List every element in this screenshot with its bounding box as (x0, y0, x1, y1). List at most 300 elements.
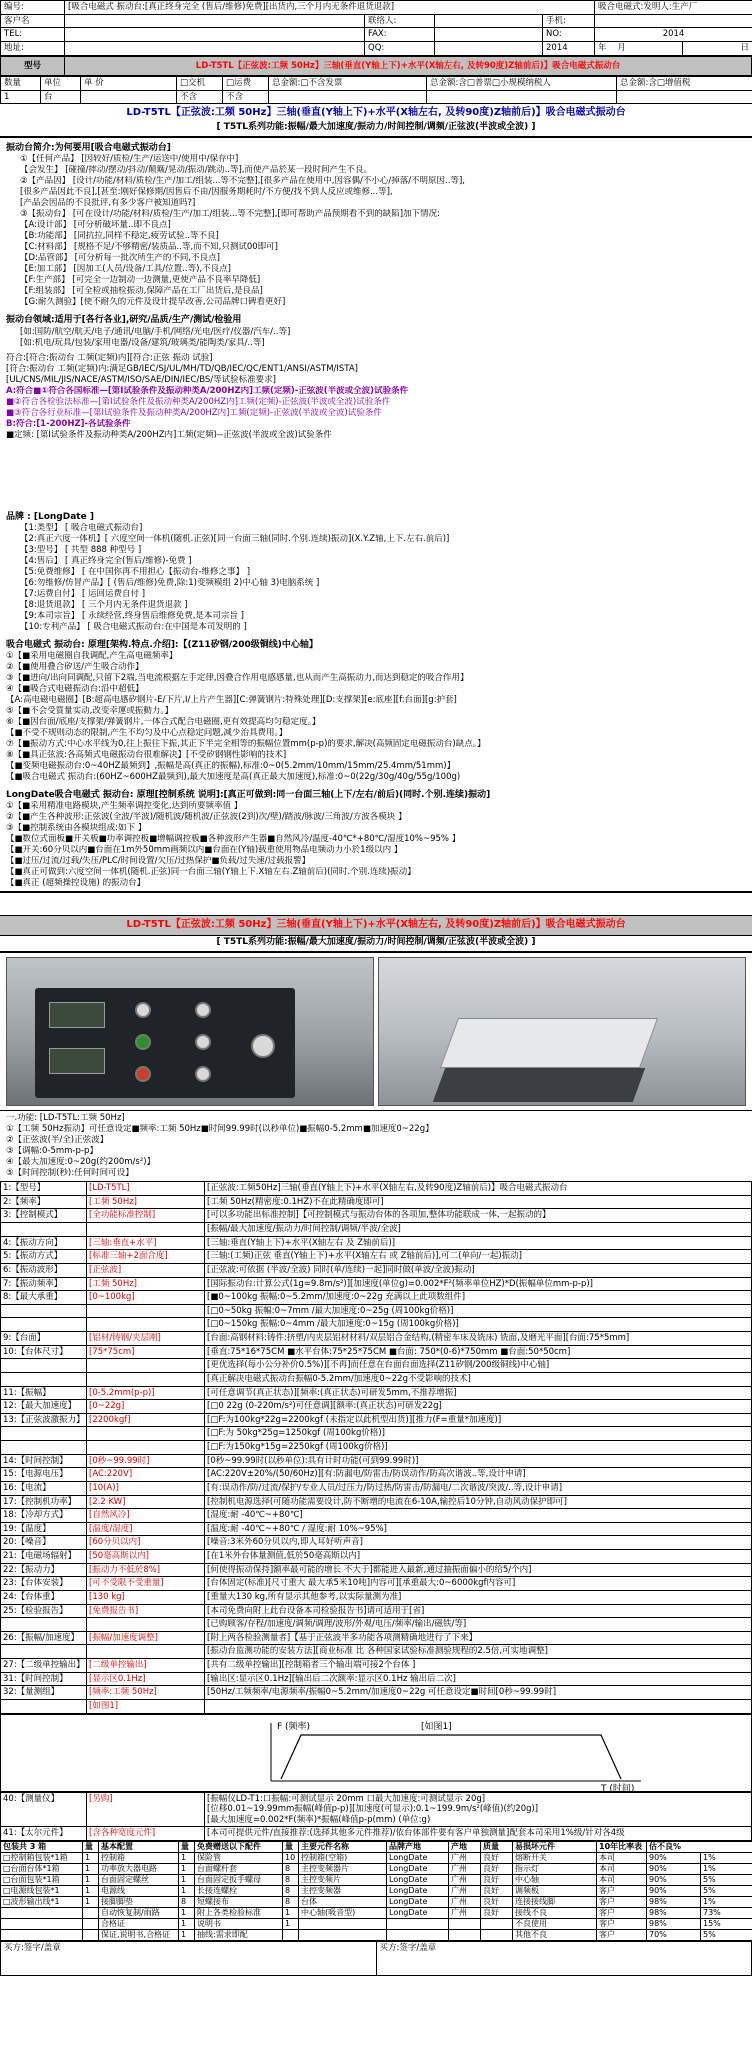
spec-value: [可不受限不受重量] (87, 1577, 205, 1591)
spec-value: [正弦波] (87, 1263, 205, 1277)
packing-header: 产地 (449, 1842, 481, 1853)
packing-cell: 本司 (597, 1864, 647, 1875)
control-line: 【■开关:60分贝以内■台面在1m外50mm画频以内■台面在(Y轴)载重使用物品电频动力小於1级以内 】 (6, 845, 403, 856)
standards-section (0, 351, 752, 443)
spec-row (1, 1263, 752, 1277)
spec-row (1, 1413, 752, 1427)
domain-line: [如:国防/航空/航天/电子/通讯/电脑/手机/网络/光电/医疗/仪器/汽车/..等] (20, 326, 291, 337)
packing-cell: 良好 (481, 1864, 513, 1875)
packing-cell (1, 1930, 83, 1941)
brand-line: 【10:专利产品】 [ 吸合电磁式振动台:在中国是本司发明的 ] (20, 621, 247, 632)
principle-line: 【A:高电磁电磁圈】[B:超高电感矽钢片-E/下片,I/上片产生器][C:弹簧钢片:特殊处理][D:支撑架][e:底座][f:台面][g:护套] (6, 695, 457, 706)
packing-cell: □波形输出线*1 (1, 1897, 83, 1908)
spec-detail: [湿度:耐 -40℃~+80℃] (205, 1509, 752, 1523)
packing-cell: 主控变频器片 (299, 1864, 387, 1875)
order-col-header: 单位 (41, 77, 81, 91)
packing-cell: 接脚脚垫 (99, 1897, 179, 1908)
order-col-value[interactable] (269, 90, 427, 104)
spec-item: 6:【振动波形】 (1, 1263, 87, 1277)
control-line: 【■真正 (超频操控设施) 的振动台】 (6, 878, 146, 889)
spec-row (1, 1509, 752, 1523)
principle-line: ③【■进向/出向同调配,只留下2端,当电流根据左手定律,因叠合作用电感感量,也从而产生高振动力,而达到稳定的吸合作用】 (6, 673, 469, 684)
spec-item (1, 1618, 87, 1632)
spec-detail: [控制机电源选择(可随功能需要设计,防不断增的电流在6-10A,输控后10分钟,自动风动保护即可] (205, 1495, 752, 1509)
spec-value: [免费报告书] (87, 1604, 205, 1618)
freq-time-svg (1, 1715, 751, 1791)
packing-header: 包装共 3 箱 (1, 1842, 83, 1853)
packing-row (1, 1930, 752, 1941)
header-label: 吸合电磁式:发明人:生产厂 (595, 1, 752, 15)
packing-cell: □台面包装*1箱 (1, 1875, 83, 1886)
profile-line (281, 1735, 621, 1779)
spec-detail: [噪音:3米外60分贝以内,即人耳好听声音] (205, 1536, 752, 1550)
packing-cell: 1 (179, 1930, 195, 1941)
function-line: ②【正弦波(半/全)正弦波】 (6, 1135, 109, 1146)
packing-cell: 1 (83, 1864, 99, 1875)
address-field[interactable] (65, 41, 365, 55)
packing-cell: 98% (647, 1919, 701, 1930)
spec-detail: [台体固定(标准)[尺寸重大 最大承5米10吨]内容可][承重最大:0~6000kgf内容可] (205, 1577, 752, 1591)
spec-detail: [正弦波:工频50Hz]三轴(垂直(Y轴上下)+水平(X轴左右,及转90度)Z轴前后)】吸合电磁式振动台 (205, 1182, 752, 1196)
tel-field[interactable] (65, 28, 365, 42)
spec-item: 3:【控制模式】 (1, 1209, 87, 1223)
packing-cell: 8 (283, 1864, 299, 1875)
spec-item (1, 1427, 87, 1441)
standard-a-line: ■②符合各检验法标准—[第Ⅰ试验条件及振动种类A/200HZ内]工频(定频)-正弦波(半波或全波)试验条件 (6, 396, 391, 407)
packing-cell: 调频板 (513, 1886, 597, 1897)
packing-header: 基本配置 (99, 1842, 179, 1853)
spec-value (87, 1441, 205, 1455)
packing-cell: 8 (179, 1897, 195, 1908)
spec-value: [铝材/铸钢/夹层刚] (87, 1332, 205, 1346)
order-col-header: 数量 (1, 77, 41, 91)
spec-detail: [工频 50Hz(精密度:0.1HZ)不在此精确度即可] (205, 1195, 752, 1209)
spec-detail: [□0~150kg 振幅:0~4mm /最大加速度:0~15g (周100kg价格)] (205, 1318, 752, 1332)
control-section (0, 785, 752, 893)
header-label: 客户名 (1, 14, 65, 28)
spec-value (87, 1359, 205, 1373)
brand-line: 【1:类型】 [ 吸合电磁式振动台] (20, 522, 143, 533)
header-label: TEL: (1, 28, 65, 42)
spec-row (1, 1536, 752, 1550)
spec-row (1, 1659, 752, 1673)
spec-row (1, 1250, 752, 1264)
spec-row (1, 1495, 752, 1509)
spec-value: [温度/湿度] (87, 1522, 205, 1536)
packing-cell: LongDate (387, 1875, 449, 1886)
order-col-header: 总金额:□不含发票 (269, 77, 427, 91)
standard-a-line: ■③符合各行业标准—[第Ⅰ试验条件及振动种类A/200HZ内]工频(定频)-正弦波(半波或全波)试验条件 (6, 407, 382, 418)
function-line: ⑤【时间控制(秒):任何时间可设】 (6, 1168, 134, 1179)
brand-heading: 品牌 : [LongDate ] (6, 511, 94, 522)
measure-line: [振幅仪LD-T1:口振幅:可测试显示 20mm 口最大加速度:可测试显示 20g] (207, 1793, 486, 1804)
packing-cell: 10 (283, 1853, 299, 1864)
packing-cell: 1 (179, 1886, 195, 1897)
packing-cell: 不良使用 (513, 1919, 597, 1930)
packing-row (1, 1919, 752, 1930)
control-line: ③【■控制系统由各模块组成:如下 】 (6, 823, 147, 834)
control-line: 【■真正可做到:六度空间一体机(随机.正弦)同一台面三轴(Y轴上下.X轴左右.Z轴前后)(同时.个别.连续)振动】 (6, 867, 416, 878)
parts-label: 41:【太尔元件】 (1, 1827, 87, 1841)
principle-line: ①【■采用电磁圈自我调配,产生高电磁频率】 (6, 651, 178, 662)
intro-line: 【F:组装部】 [可全检或抽检振动,保障产品在工厂出货后,是良品] (20, 286, 263, 297)
principle-section (0, 635, 752, 785)
packing-cell: 良好 (481, 1875, 513, 1886)
spec-item (1, 1699, 87, 1713)
intro-line: ②【产品因】 [设计/功能/材料/质检/生产/加工/组装...等不完整],[很多产品在使用中,因容偶/不小心/掉落/不明原因..等], (20, 176, 465, 187)
spec-row (1, 1223, 752, 1237)
order-col-value[interactable] (617, 90, 752, 104)
packing-cell: 主控变频器 (299, 1886, 387, 1897)
spec-value: [振幅/加速度调整] (87, 1631, 205, 1645)
date-parts (595, 41, 683, 55)
packing-cell: 熔断开关 (513, 1853, 597, 1864)
packing-cell: 1 (179, 1864, 195, 1875)
product-photos (0, 953, 752, 1111)
packing-cell (83, 1908, 99, 1919)
packing-cell: 广州 (449, 1897, 481, 1908)
packing-cell: LongDate (387, 1908, 449, 1919)
packing-cell: 短螺接布 (195, 1897, 283, 1908)
packing-cell: 90% (647, 1886, 701, 1897)
packing-cell: □电源线包装*1 (1, 1886, 83, 1897)
packing-cell: 说明书 (195, 1919, 283, 1930)
spec-item: 19:【温度】 (1, 1522, 87, 1536)
spec-value: [工频 50Hz] (87, 1195, 205, 1209)
function-line: ③【调幅:0-5mm-p-p】 (6, 1146, 98, 1157)
spec-item: 20:【噪音】 (1, 1536, 87, 1550)
packing-cell (449, 1930, 481, 1941)
packing-header: 易损坏元件 (513, 1842, 597, 1853)
packing-cell: 客户 (597, 1919, 647, 1930)
packing-cell: 广州 (449, 1875, 481, 1886)
spec-value: [2200kgf] (87, 1413, 205, 1427)
spec-value: [75*75cm] (87, 1345, 205, 1359)
packing-header: 主要元件名称 (299, 1842, 387, 1853)
principle-line: ②【■使用叠合矽送/产生吸合动作】 (6, 662, 144, 673)
packing-cell: 台面螺杆套 (195, 1864, 283, 1875)
buyer-signature[interactable]: 买方:签字/盖章 (1, 1942, 377, 1976)
packing-cell: 抽线:需求即配 (195, 1930, 283, 1941)
principle-line: 【■吸合电磁式 振动台:(60HZ~600HZ最频到),最大加速度是高(真正最大加速度),标准:0~0(22g/30g/40g/55g/100g) (6, 772, 461, 783)
packing-cell: 广州 (449, 1886, 481, 1897)
order-col-value[interactable] (81, 90, 177, 104)
no-value: 2014 (595, 28, 752, 42)
spec-item (1, 1359, 87, 1373)
packing-cell: 客户 (597, 1886, 647, 1897)
spec-value: [AC:220V] (87, 1468, 205, 1482)
packing-cell (283, 1930, 299, 1941)
packing-cell: 中心轴(吸音型) (299, 1908, 387, 1919)
model-table (0, 56, 752, 77)
spec-value: [130 kg] (87, 1590, 205, 1604)
intro-line: 【A:设计部】 [可分析破坏量..即不良点] (20, 220, 171, 231)
control-panel-image (35, 988, 295, 1098)
order-col-value[interactable]: 不含 (223, 90, 269, 104)
order-col-value[interactable]: 不含 (177, 90, 223, 104)
principle-heading: 吸合电磁式 振动台: 原理[架构.特点.介绍]:【(Z11矽钢/200级铜线)中心轴】 (6, 639, 318, 650)
header-label: 地址: (1, 41, 65, 55)
frequency-time-diagram (0, 1714, 752, 1792)
packing-cell: 5% (701, 1886, 752, 1897)
spec-value (87, 1427, 205, 1441)
spec-item: 7:【振动频率】 (1, 1277, 87, 1291)
banner2-title: LD-T5TL【正弦波:工频 50Hz】三轴(垂直(Y轴上下)+水平(X轴左右, 及转90度)Z轴前后)】吸合电磁式振动台 (0, 915, 752, 936)
spec-detail: [共有二级单控输出][控制箱者三个输出端可接2个台体 ] (205, 1659, 752, 1673)
intro-line: ③【振动台】 [可在设计/功能/材料/质检/生产/加工/组装...等不完整],[即可帮助产品预期看不到的缺陷]加下情况: (20, 209, 440, 220)
spec-detail (205, 1699, 752, 1713)
measure-line: [最大加速度=0.002*F(频率)*振幅(峰值p-p(mm) (单位:g) (207, 1814, 431, 1825)
year-label: 年 (598, 42, 607, 53)
spec-row (1, 1372, 752, 1386)
spec-value: [工频 50Hz] (87, 1277, 205, 1291)
spec-detail: [本司免费向附上此台设备本司检验报告书]请可适用于[省] (205, 1604, 752, 1618)
spec-value: [0~100kg] (87, 1291, 205, 1305)
order-col-header: 单 价 (81, 77, 177, 91)
spec-detail: [何使得振动保持]额率最可能的增长 不大于]都能进入最新,通过抽振面偏小的给5/个内] (205, 1563, 752, 1577)
spec-row (1, 1618, 752, 1632)
parts-desc: [本司可提供元件/直接推荐:(选择其他多元件推荐)/依台体部件要有客户单独测量]配套本司采用1%级/针对各4级 (205, 1827, 752, 1841)
packing-cell: 台面固定扳手螺母 (195, 1875, 283, 1886)
standard-line: [UL/CNS/MIL/JIS/NACE/ASTM/ISO/SAE/DIN/IEC/BS/等试验标准要求] (6, 374, 276, 385)
packing-cell (481, 1919, 513, 1930)
spec-row (1, 1454, 752, 1468)
spec-row (1, 1686, 752, 1700)
spec-detail: [真正解决电磁式振动台振幅0-5.2mm/加速度0~22g不受影响的技术] (205, 1372, 752, 1386)
spec-row (1, 1522, 752, 1536)
spec-value (87, 1372, 205, 1386)
packing-cell: 长接连螺栓 (195, 1886, 283, 1897)
packing-cell: 合格证 (99, 1919, 179, 1930)
spec-value: [60分贝以内] (87, 1536, 205, 1550)
packing-cell: 73% (701, 1908, 752, 1919)
spec-detail: [附上两各检验测量者]【基于正弦波半多功能各项测精确地进行了下来】 (205, 1631, 752, 1645)
spec-detail: [三轴:(工频)正弦 垂直(Y轴上下)+水平(X轴左右 或 Z轴前后)],可二(单向/一起)振动] (205, 1250, 752, 1264)
spec-value (87, 1618, 205, 1632)
customer-field[interactable] (65, 14, 365, 28)
packing-header: 估不良% (647, 1842, 752, 1853)
std-a-heading: A:符合■①符合各国标准—[第Ⅰ试验条件及振动种类A/200HZ内]工频(定频)-正弦波(半波或全波)试验条件 (6, 385, 409, 396)
spec-item: 5:【振动方式】 (1, 1250, 87, 1264)
packing-cell: 保险管 (195, 1853, 283, 1864)
spec-row (1, 1209, 752, 1223)
spec-row (1, 1291, 752, 1305)
packing-cell: 70% (647, 1930, 701, 1941)
table-photo (378, 957, 746, 1106)
doc-title: LD-T5TL【正弦波:工频 50Hz】三轴(垂直(Y轴上下)+水平(X轴左右, 及转90度)Z轴前后)】吸合电磁式振动台 (126, 107, 626, 119)
spec-row (1, 1427, 752, 1441)
order-col-value[interactable] (427, 90, 617, 104)
packing-cell: 台面固定螺丝 (99, 1875, 179, 1886)
packing-header: 免费赠送以下配件 (195, 1842, 283, 1853)
spec-item: 18:【冷却方式】 (1, 1509, 87, 1523)
packing-cell: 主控变频片 (299, 1875, 387, 1886)
principle-line: ⑥【■因台面/底座/支撑架/弹簧钢片,一体合式配合电磁圈,更有效提高均匀稳定度。】 (6, 717, 321, 728)
packing-header: 质量 (481, 1842, 513, 1853)
fax-field[interactable] (435, 28, 543, 42)
packing-cell: 指示灯 (513, 1864, 597, 1875)
order-col-value[interactable]: 1 (1, 90, 41, 104)
spec-value (87, 1223, 205, 1237)
brand-line: 【4:售后】 [ 真正终身完全(售后/维修)-免费 ] (20, 555, 192, 566)
packing-cell: LongDate (387, 1886, 449, 1897)
header-label: 联络人: (365, 14, 435, 28)
spec-detail: [台面:高钢材料:铸件:挤塑/内夹层铝材材料/双层铝合金结构,(精密车床及铣床) 铣面,及磨光平面][台面:75*5mm] (205, 1332, 752, 1346)
spec-item: 21:【电磁场辐射】 (1, 1550, 87, 1564)
axis-f-label: F (频率) (277, 1721, 311, 1732)
seller-signature[interactable]: 买方:签字/盖章 (376, 1942, 752, 1976)
packing-cell (83, 1919, 99, 1930)
packing-cell: LongDate (387, 1864, 449, 1875)
spec-detail: [□F:为150kg*15g=2250kgf (周100kg价格)] (205, 1441, 752, 1455)
banner2-subtitle: [ T5TL系列功能:振幅/最大加速度/振动力/时间控制/调频/正弦波(半波或全波) ] (0, 936, 752, 953)
spec-item: 9:【台面】 (1, 1332, 87, 1346)
spec-value: [如图1] (87, 1699, 205, 1713)
function-line: 一.功能: [LD-T5TL:工频 50Hz] (6, 1113, 125, 1124)
principle-line: ④【■吸合式电磁振动台:沿中超低】 (6, 684, 144, 695)
measure-label: 40:【测量仪】 (1, 1792, 87, 1827)
spec-row (1, 1195, 752, 1209)
order-col-value[interactable]: 台 (41, 90, 81, 104)
principle-line: ⑧【■具正弦波:各高频式电磁振动台很难解决】[不受矽钢钢性影响的技术] (6, 750, 287, 761)
packing-cell: 90% (647, 1853, 701, 1864)
brand-line: 【7:运费自付】 [ 运回运费自付 ] (20, 588, 146, 599)
packing-cell: 98% (647, 1897, 701, 1908)
spec-value: [三轴:垂直+水平] (87, 1236, 205, 1250)
spec-table (0, 1181, 752, 1713)
intro-line: [很多产品因此不良],[甚至:刚好保修期/因售后不由/因服务期耗时/不方便/找不到人反应或维修...等], (20, 187, 393, 198)
intro-line: 【会发生】 [碰撞/摔动/摆动/抖动/颠簸/晃动/振动/跳动..等],而使产品於某一段时间产生不良。 (20, 165, 372, 176)
spec-detail: [已购顾客/存程/加速度/调频/调理/波形/外观/电压/频率/输出/磁铁/等] (205, 1618, 752, 1632)
intro-line: [产品会因品的不良批评,有多少客户被知道吗?] (20, 198, 196, 209)
function-line: ④【最大加速度:0~20g(约200m/s²)】 (6, 1157, 156, 1168)
spec-value: [振动力不低於8%] (87, 1563, 205, 1577)
principle-line: 【■不受不规则动态的限制,产生不均匀及中心点稳定问题,减少治具费用。】 (6, 728, 288, 739)
packing-cell: 控制箱(空箱) (299, 1853, 387, 1864)
spec-detail: [国际振动台:计算公式(1g=9.8m/s²)][加速度(单位g)=0.002*F²(频率单位HZ)*D(振幅单位mm-p-p)] (205, 1277, 752, 1291)
spec-row (1, 1645, 752, 1659)
spec-detail: [更优选择(每小公分补价0.5%)][不再]而任意在台面台面选择(Z11矽钢/200级铜线)中心轴] (205, 1359, 752, 1373)
packing-row (1, 1864, 752, 1875)
control-line: ②【■产生各种波形:正弦波(全波/半波)/随机波/随机波/正弦波(2到)次/壁)/踏波/脉波/三角波/方波各模块 】 (6, 812, 407, 823)
order-col-header: □运费 (223, 77, 269, 91)
packing-cell: 1 (283, 1919, 299, 1930)
order-table (0, 76, 752, 104)
packing-cell: 广州 (449, 1853, 481, 1864)
spec-item: 4:【振动方向】 (1, 1236, 87, 1250)
spec-row (1, 1182, 752, 1196)
spec-value: [频率:工频 50Hz] (87, 1686, 205, 1700)
spec-item: 17:【控制机功率】 (1, 1495, 87, 1509)
packing-cell: 8 (283, 1886, 299, 1897)
packing-row (1, 1897, 752, 1908)
spec-row (1, 1318, 752, 1332)
spec-item (1, 1645, 87, 1659)
intro-line: ①【任何产品】 [因较好/质检/生产/运送中/使用中/保存中] (20, 154, 239, 165)
header-label: 编号: (1, 1, 65, 15)
packing-cell: 本司 (597, 1853, 647, 1864)
controller-photo (6, 957, 374, 1106)
header-label: QQ: (365, 41, 435, 55)
packing-table (0, 1841, 752, 1941)
spec-item: 14:【时间控制】 (1, 1454, 87, 1468)
packing-cell: 中心轴 (513, 1875, 597, 1886)
packing-cell: 其他不良 (513, 1930, 597, 1941)
measure-line: [位移0.01~19.99mm振幅(峰值p-p)][加速度(可显示):0.1~199.9m/s²(峰值)(约20g)] (207, 1804, 539, 1815)
packing-cell (387, 1930, 449, 1941)
packing-cell: □控制箱包装*1箱 (1, 1853, 83, 1864)
spec-value: [0-5.2mm(p-p)] (87, 1386, 205, 1400)
spec-item (1, 1441, 87, 1455)
packing-header: 量 (83, 1842, 99, 1853)
packing-cell (299, 1919, 387, 1930)
spec-row (1, 1577, 752, 1591)
packing-cell: 1 (83, 1853, 99, 1864)
intro-line: 【B:功能部】 [同抗拉,同样不稳定,疲劳试验..等不良] (20, 231, 219, 242)
packing-cell: 客户 (597, 1897, 647, 1908)
measure-value: [另购] (87, 1792, 205, 1827)
spec-row (1, 1699, 752, 1713)
packing-cell: 1% (701, 1864, 752, 1875)
spec-item: 32:【量测组】 (1, 1686, 87, 1700)
packing-cell: 附上各类检验标准 (195, 1908, 283, 1919)
spec-item (1, 1372, 87, 1386)
packing-cell: 8 (283, 1897, 299, 1908)
spec-value: [显示区0.1Hz] (87, 1672, 205, 1686)
spec-row (1, 1277, 752, 1291)
header-label: NO: (543, 28, 595, 42)
brand-line: 【8:退货退款】 [ 三个月内无条件退货退款 ] (20, 599, 188, 610)
packing-cell: 1 (83, 1875, 99, 1886)
packing-cell: 1 (179, 1853, 195, 1864)
order-col-header: □交机 (177, 77, 223, 91)
contact-field[interactable] (435, 14, 543, 28)
spec-detail: [有:误动作/防/过流/保护/专业人员/过压力/防过热/防雷击/防漏电/二次谐波/突波/..等,设计申请] (205, 1481, 752, 1495)
packing-cell (481, 1930, 513, 1941)
packing-cell: 1 (179, 1908, 195, 1919)
spec-row (1, 1550, 752, 1564)
packing-cell: 良好 (481, 1897, 513, 1908)
packing-cell (83, 1930, 99, 1941)
day-label: 日 (683, 41, 752, 55)
spec-row (1, 1386, 752, 1400)
spec-row (1, 1672, 752, 1686)
packing-cell: LongDate (387, 1897, 449, 1908)
packing-cell: LongDate (387, 1853, 449, 1864)
spec-row (1, 1400, 752, 1414)
model-title: LD-T5TL【正弦波:工频 50Hz】三轴(垂直(Y轴上下)+水平(X轴左右, 及转90度)Z轴前后)】吸合电磁式振动台 (65, 56, 752, 76)
spec-value (87, 1304, 205, 1318)
packing-cell (1, 1908, 83, 1919)
brand-line: 【3:型号】 [ 共型 888 种型号 ] (20, 544, 142, 555)
packing-cell: □台面台体*1箱 (1, 1864, 83, 1875)
spec-item: 31:【时间控制】 (1, 1672, 87, 1686)
spec-detail: [50Hz/工频频率/电源频率/振幅0~5.2mm/加速度0~22g 可任意设定■时间[0秒~99.99时] (205, 1686, 752, 1700)
spec-row (1, 1236, 752, 1250)
principle-line: 【■变频电磁振动台:0~40HZ最频到】,振幅是高(真正的振幅),标准:0~0(5.2mm/10mm/15mm/25.4mm/51mm)】 (6, 761, 456, 772)
mobile-field[interactable] (595, 14, 752, 28)
spec-detail: [正弦波:可依据 (半波/全波) 同时(单/连续)一起]同时做(单波/全波)振动] (205, 1263, 752, 1277)
qq-field[interactable] (435, 41, 543, 55)
spec-item: 15:【电源电压】 (1, 1468, 87, 1482)
spec-item: 25:【检验报告】 (1, 1604, 87, 1618)
spec-item: 23:【台体安装】 (1, 1577, 87, 1591)
header-label: FAX: (365, 28, 435, 42)
packing-cell: 台体 (299, 1897, 387, 1908)
spec-detail: [振动台监测功能的安装方法][商业标准 比 各种国家试验标准测验规程的2.5倍,可实地调整] (205, 1645, 752, 1659)
spec-detail: [垂直:75*16*75CM ■水平台体:75*25*75CM ■台面: 750*(0-6)*750mm ■台面:50*50cm] (205, 1345, 752, 1359)
measure-desc (205, 1792, 752, 1827)
